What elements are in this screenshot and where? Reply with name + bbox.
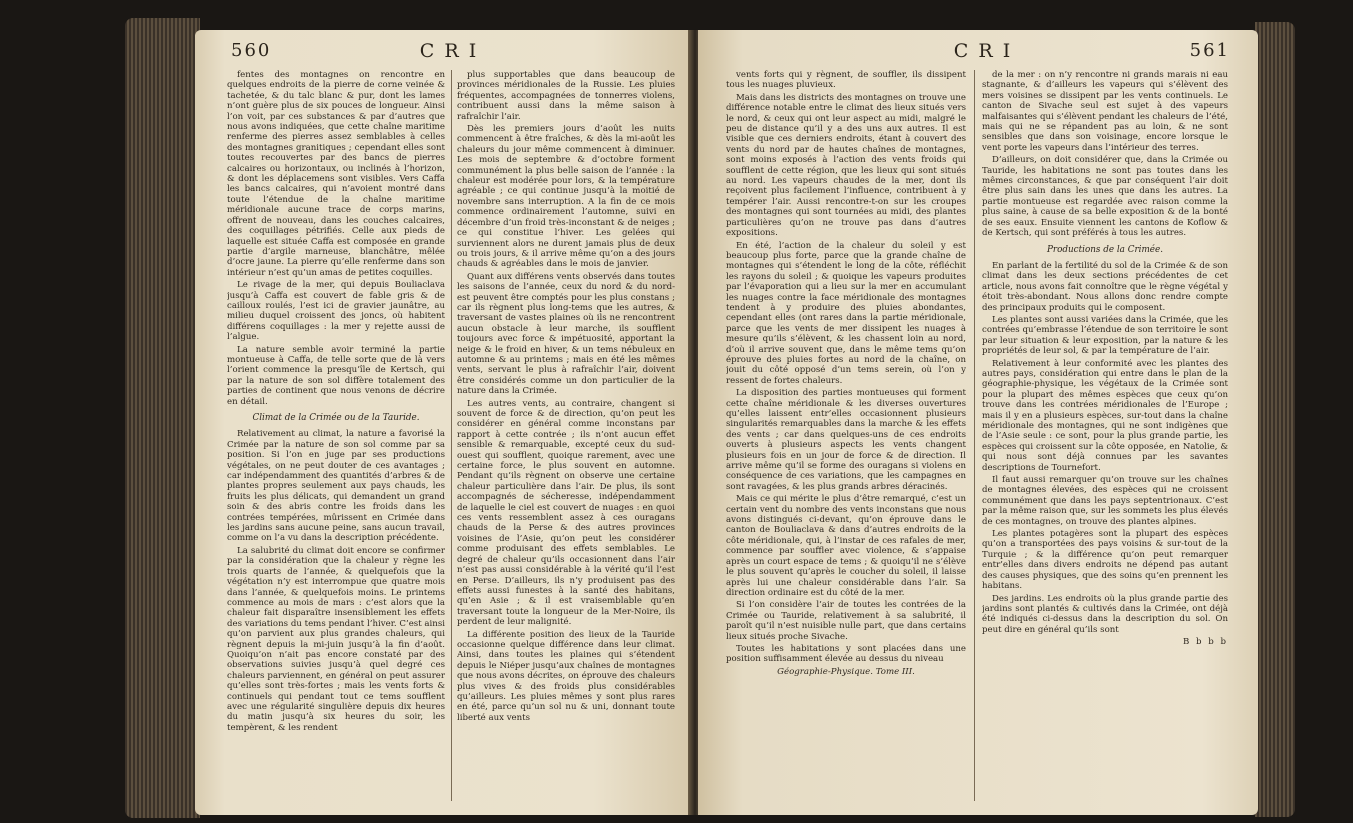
paragraph: Toutes les habitations y sont placées dans une position suffisamment élevée au dessus du niveau <box>726 643 966 665</box>
column-rule <box>974 70 975 801</box>
paragraph: La disposition des parties montueuses qui forment cette chaîne méridionale & les diverses ouvertures qu’elles laissent entr’elles occasionnent plusieurs singularités remarquables dans la marche & les effets des vents ; car dans quelques-uns de ces endroits ouverts à plusieurs aspects les vents changent plusieurs fois en un jour de force & de direction. Il arrive même qu’il se forme des ouragans si violens en conséquence de ces variations, que les campagnes en sont ravagées, & les plus grands arbres déracinés. <box>726 388 966 492</box>
paragraph: Il faut aussi remarquer qu’on trouve sur les chaînes de montagnes élevées, des espèces qui ne croissent communément que dans les pays septentrionaux. C’est par la même raison que, sur les sommets les plus élevés de ces montagnes, on trouve des plantes alpines. <box>982 475 1228 527</box>
right-page <box>698 30 1258 815</box>
paragraph: En été, l’action de la chaleur du soleil y est beaucoup plus forte, parce que la grande chaîne de montagnes qui s’étendent le long de la côte, réfléchit les rayons du soleil ; & quoique les vapeurs produites par l’évaporation qui a lieu sur la mer en accumulant les nuages contre la face méridionale des montagnes tendent à y produire des pluies abondantes, cependant elles (ont rares dans la partie méridionale, parce que les vents de mer dissipent les nuages à mesure qu’ils s’élèvent, & les chassent loin au nord, d’où il arrive souvent que, dans le même tems qu’on éprouve des pluies fortes au nord de la chaîne, on jouit du côté opposé d’un tems serein, où l’on y ressent de fortes chaleurs. <box>726 240 966 386</box>
paragraph: Dès les premiers jours d’août les nuits commencent à être fraîches, & dès la mi-août les chaleurs du jour même commencent à diminuer. Les mois de septembre & d’octobre forment communément la plus belle saison de l’année : la chaleur est modérée pour lors, & la température agréable ; ce qui continue jusqu’à la moitié de novembre sans interruption. A la fin de ce mois commence ordinairement l’automne, suivi en décembre d’un froid très-inconstant & de neiges ; ce qui constitue l’hiver. Les gelées qui surviennent alors ne durent jamais plus de deux ou trois jours, & il arrive même qu’on a des jours chauds & agréables dans le mois de janvier. <box>457 124 675 270</box>
paragraph: En parlant de la fertilité du sol de la Crimée & de son climat dans les deux sections précédentes de cet article, nous avons fait connoître que le règne végétal y étoit très-abondant. Nous allons donc rendre compte des principaux produits qui le composent. <box>982 260 1228 313</box>
paragraph: Les plantes sont aussi variées dans la Crimée, que les contrées qu’embrasse l’étendue de son territoire le sont par leur situation & leur exposition, par la nature & les propriétés de leur sol, & par la température de l’air. <box>982 314 1228 357</box>
paragraph: de la mer : on n’y rencontre ni grands marais ni eau stagnante, & d’ailleurs les vapeurs qui s’élèvent des mers voisines se dissipent par les vents continuels. Le canton de Sivache seul est sujet à des vapeurs malfaisantes qui s’élèvent pendant les chaleurs de l’été, mais qui ne se répandent pas au loin, & ne sont sensibles que dans son voisinage, encore lorsque le vent porte les vapeurs dans l’intérieur des terres. <box>982 70 1228 153</box>
left-page-edges <box>125 18 200 818</box>
section-heading-productions: Productions de la Crimée. <box>1046 244 1164 255</box>
paragraph: Si l’on considère l’air de toutes les contrées de la Crimée ou Tauride, relativement à sa salubrité, il paroît qu’il n’est nuisible nulle part, que dans certains lieux situés proche Sivache. <box>726 600 966 642</box>
page-number-right: 561 <box>1189 40 1230 61</box>
paragraph: D’ailleurs, on doit considérer que, dans la Crimée ou Tauride, les habitations ne sont pas toutes dans les mêmes circonstances, & que par conséquent l’air doit être plus sain dans les unes que dans les autres. La partie montueuse est regardée avec raison comme la plus saine, à cause de sa belle exposition & de la bonté de ses eaux. Ensuite viennent les cantons de Koflow & de Kertsch, qui sont préférés à tous les autres. <box>982 155 1228 239</box>
right-page-edges <box>1255 22 1295 817</box>
paragraph: Les autres vents, au contraire, changent si souvent de force & de direction, qu’on peut les considérer en général comme inconstans par rapport à cette contrée ; ils n’ont aucun effet sensible & remarquable, excepté ceux du sud-ouest qui soufflent, quoique rarement, avec une certaine force, le plus souvent en automne. Pendant qu’ils règnent on observe une certaine chaleur particulière dans l’air. De plus, ils sont accompagnés de sécheresse, indépendamment de laquelle le ciel est couvert de nuages : en quoi ces vents ressemblent assez à ces ouragans chauds de la Perse & des autres provinces voisines de l’Asie, qu’on peut les considérer comme produisant des effets semblables. Le degré de chaleur qu’ils occasionnent dans l’air n’est pas aussi considérable à la vérité qu’il l’est en Perse. D’ailleurs, ils n’y produisent pas des effets aussi funestes à la santé des habitans, qu’en Asie ; & il est vraisemblable qu’en traversant toute la longueur de la Mer-Noire, ils perdent de leur malignité. <box>457 398 675 628</box>
running-head-right: C R I <box>953 40 1013 62</box>
paragraph: Les plantes potagères sont la plupart des espèces qu’on a transportées des pays voisins & sur-tout de la Turquie ; & la différence qu’on peut remarquer entr’elles dans divers endroits ne dépend pas autant des causes physiques, que des soins qu’en prennent les habitans. <box>982 529 1228 592</box>
paragraph: La différente position des lieux de la Tauride occasionne quelque différence dans leur climat. Ainsi, dans toutes les plaines qui s’étendent depuis le Niéper jusqu’aux chaînes de montagnes que nous avons décrites, on éprouve des chaleurs plus vives & des froids plus considérables qu’ailleurs. Les pluies mêmes y sont plus rares en été, parce qu’un sol nu & uni, donnant toute liberté aux vents <box>457 629 675 723</box>
paragraph: La salubrité du climat doit encore se confirmer par la considération que la chaleur y règne les trois quarts de l’année, & quelquefois que la végétation n’y est interrompue que quatre mois dans l’année, & quelquefois moins. Le printems commence au mois de mars : c’est alors que la chaleur fait disparaître insensiblement les effets des variations du tems pendant l’hiver. C’est ainsi qu’on parvient aux plus grandes chaleurs, qui règnent depuis la mi-juin jusqu’à la fin d’août. Quoiqu’on n’ait pas encore constaté par des observations suivies jusqu’à quel degré ces chaleurs parviennent, en général on peut assurer qu’elles sont très-fortes ; mais les vents forts & continuels qui pendant tout ce tems soufflent avec une régularité singulière depuis dix heures du matin jusqu’à six heures du soir, les tempèrent, & les rendent <box>227 545 445 733</box>
right-column-2 <box>982 70 1228 805</box>
signature-mark: B b b b <box>1182 637 1228 648</box>
paragraph: Mais dans les districts des montagnes on trouve une différence notable entre le climat des lieux situés vers le nord, & ceux qui ont leur aspect au midi, malgré le peu de distance qu’il y a des uns aux autres. Il est visible que ces derniers endroits, étant à couvert des vents du nord par de hautes chaînes de montagnes, sont moins exposés à l’action des vents froids qui soufflent de cette région, que les lieux qui sont situés au nord. Les vapeurs chaudes de la mer, dont ils reçoivent plus facilement l’influence, contribuent à y tempérer l’air. Aussi rencontre-t-on sur les croupes des montagnes qui sont tournées au midi, des plantes particulières qu’on ne trouve pas dans d’autres expositions. <box>726 92 966 239</box>
section-heading-climat: Climat de la Crimée ou de la Tauride. <box>252 413 420 423</box>
paragraph: Relativement à leur conformité avec les plantes des autres pays, considération qui entre dans le plan de la géographie-physique, les végétaux de la Crimée sont pour la plupart des mêmes espèces que ceux qu’on trouve dans les contrées méridionales de l’Europe ; mais il y en a plusieurs espèces, sur-tout dans la chaîne méridionale des montagnes, qui ne sont indigènes que de l’Asie seule : ce sont, pour la plus grande partie, les espèces qui croissent sur la côte opposée, en Natolie, & qui nous sont déjà connues par les savantes descriptions de Tournefort. <box>982 358 1228 473</box>
right-header <box>728 40 1238 66</box>
paragraph: plus supportables que dans beaucoup de provinces méridionales de la Russie. Les pluies fréquentes, accompagnées de tonnerres violens, contribuent aussi dans la même saison à rafraîchir l’air. <box>457 70 675 122</box>
left-header <box>225 40 673 66</box>
left-column-1 <box>227 70 445 805</box>
paragraph: La nature semble avoir terminé la partie montueuse à Caffa, de telle sorte que de là vers l’orient commence la presqu’île de Kertsch, qui par la nature de son sol diffère totalement des parties de continent que nous venons de décrire en détail. <box>227 344 445 407</box>
paragraph: Mais ce qui mérite le plus d’être remarqué, c’est un certain vent du nombre des vents inconstans que nous avons distingués ci-devant, qu’on éprouve dans le canton de Bouliaclava & dans d’autres endroits de la côte méridionale, qui, à l’instar de ces rafales de mer, commence par souffler avec violence, & s’appaise après un court espace de tems ; & quoiqu’il ne s’élève le plus souvent qu’après le coucher du soleil, il laisse après lui une chaleur considérable dans l’air. Sa direction ordinaire est du côté de la mer. <box>726 494 966 598</box>
paragraph: fentes des montagnes on rencontre en quelques endroits de la pierre de corne veinée & tachetée, & du talc blanc & pur, dont les lames n’ont guère plus de six pouces de longueur. Ainsi l’on voit, par ces substances & par d’autres que nous avons indiquées, que cette chaîne maritime renferme des pierres assez semblables à celles des montagnes granitiques ; cependant elles sont toutes recouvertes par des bancs de pierres calcaires ou horizontaux, ou inclinés à l’horizon, & dont les déplacemens sont visibles. Vers Caffa les bancs calcaires, qui n’avoient montré dans toute l’étendue de la chaîne maritime méridionale aucune trace de corps marins, offrent de nouveau, dans les couches calcaires, des coquillages pétrifiés. Celle aux pieds de laquelle est située Caffa est composée en grande partie d’argile marneuse, blanchâtre, mêlée d’ocre jaune. La pierre qu’elle renferme dans son intérieur n’est qu’un amas de petites coquilles. <box>227 70 445 278</box>
running-head-left: C R I <box>419 40 479 62</box>
right-column-1 <box>726 70 966 805</box>
column-rule <box>451 70 452 801</box>
paragraph: Le rivage de la mer, qui depuis Bouliaclava jusqu’à Caffa est couvert de fable gris & de cailloux roulés, l’est ici de gravier jaunâtre, au milieu duquel croissent des joncs, où habitent différens coquillages : la mer y rejette aussi de l’algue. <box>227 280 445 343</box>
paragraph: Quant aux différens vents observés dans toutes les saisons de l’année, ceux du nord & du nord-est peuvent être comptés pour les plus constans ; car ils règnent plus long-tems que les autres, & traversant de vastes plaines où ils ne rencontrent aucun obstacle à leur marche, ils soufflent toujours avec force & impétuosité, apportant la neige & le froid en hiver, & un tems nébuleux en automne & au printems ; mais en été les mêmes vents, servant le plus à rafraîchir l’air, doivent être considérés comme un don particulier de la nature dans la Crimée. <box>457 271 675 397</box>
left-column-2 <box>457 70 675 805</box>
left-page <box>195 30 693 815</box>
page-number-left: 560 <box>231 40 272 61</box>
paragraph: Relativement au climat, la nature a favorisé la Crimée par la nature de son sol comme par sa position. Si l’on en juge par ses productions végétales, on ne peut douter de ces avantages ; car indépendamment des quantités d’arbres & de plantes propres seulement aux pays chauds, les fruits les plus délicats, qui demandent un grand soin & des abris contre les froids dans les contrées tempérées, mûrissent en Crimée dans les jardins sans aucune peine, sans aucun travail, comme on l’a vu dans la description précédente. <box>227 429 445 544</box>
paragraph: vents forts qui y règnent, de souffler, ils dissipent tous les nuages pluvieux. <box>726 70 966 91</box>
page-footer: Géographie-Physique. Tome III. <box>777 666 915 677</box>
paragraph: Des jardins. Les endroits où la plus grande partie des jardins sont plantés & cultivés dans la Crimée, ont déjà été indiqués ci-dessus dans la description du sol. On peut dire en général qu’ils sont <box>982 593 1228 635</box>
